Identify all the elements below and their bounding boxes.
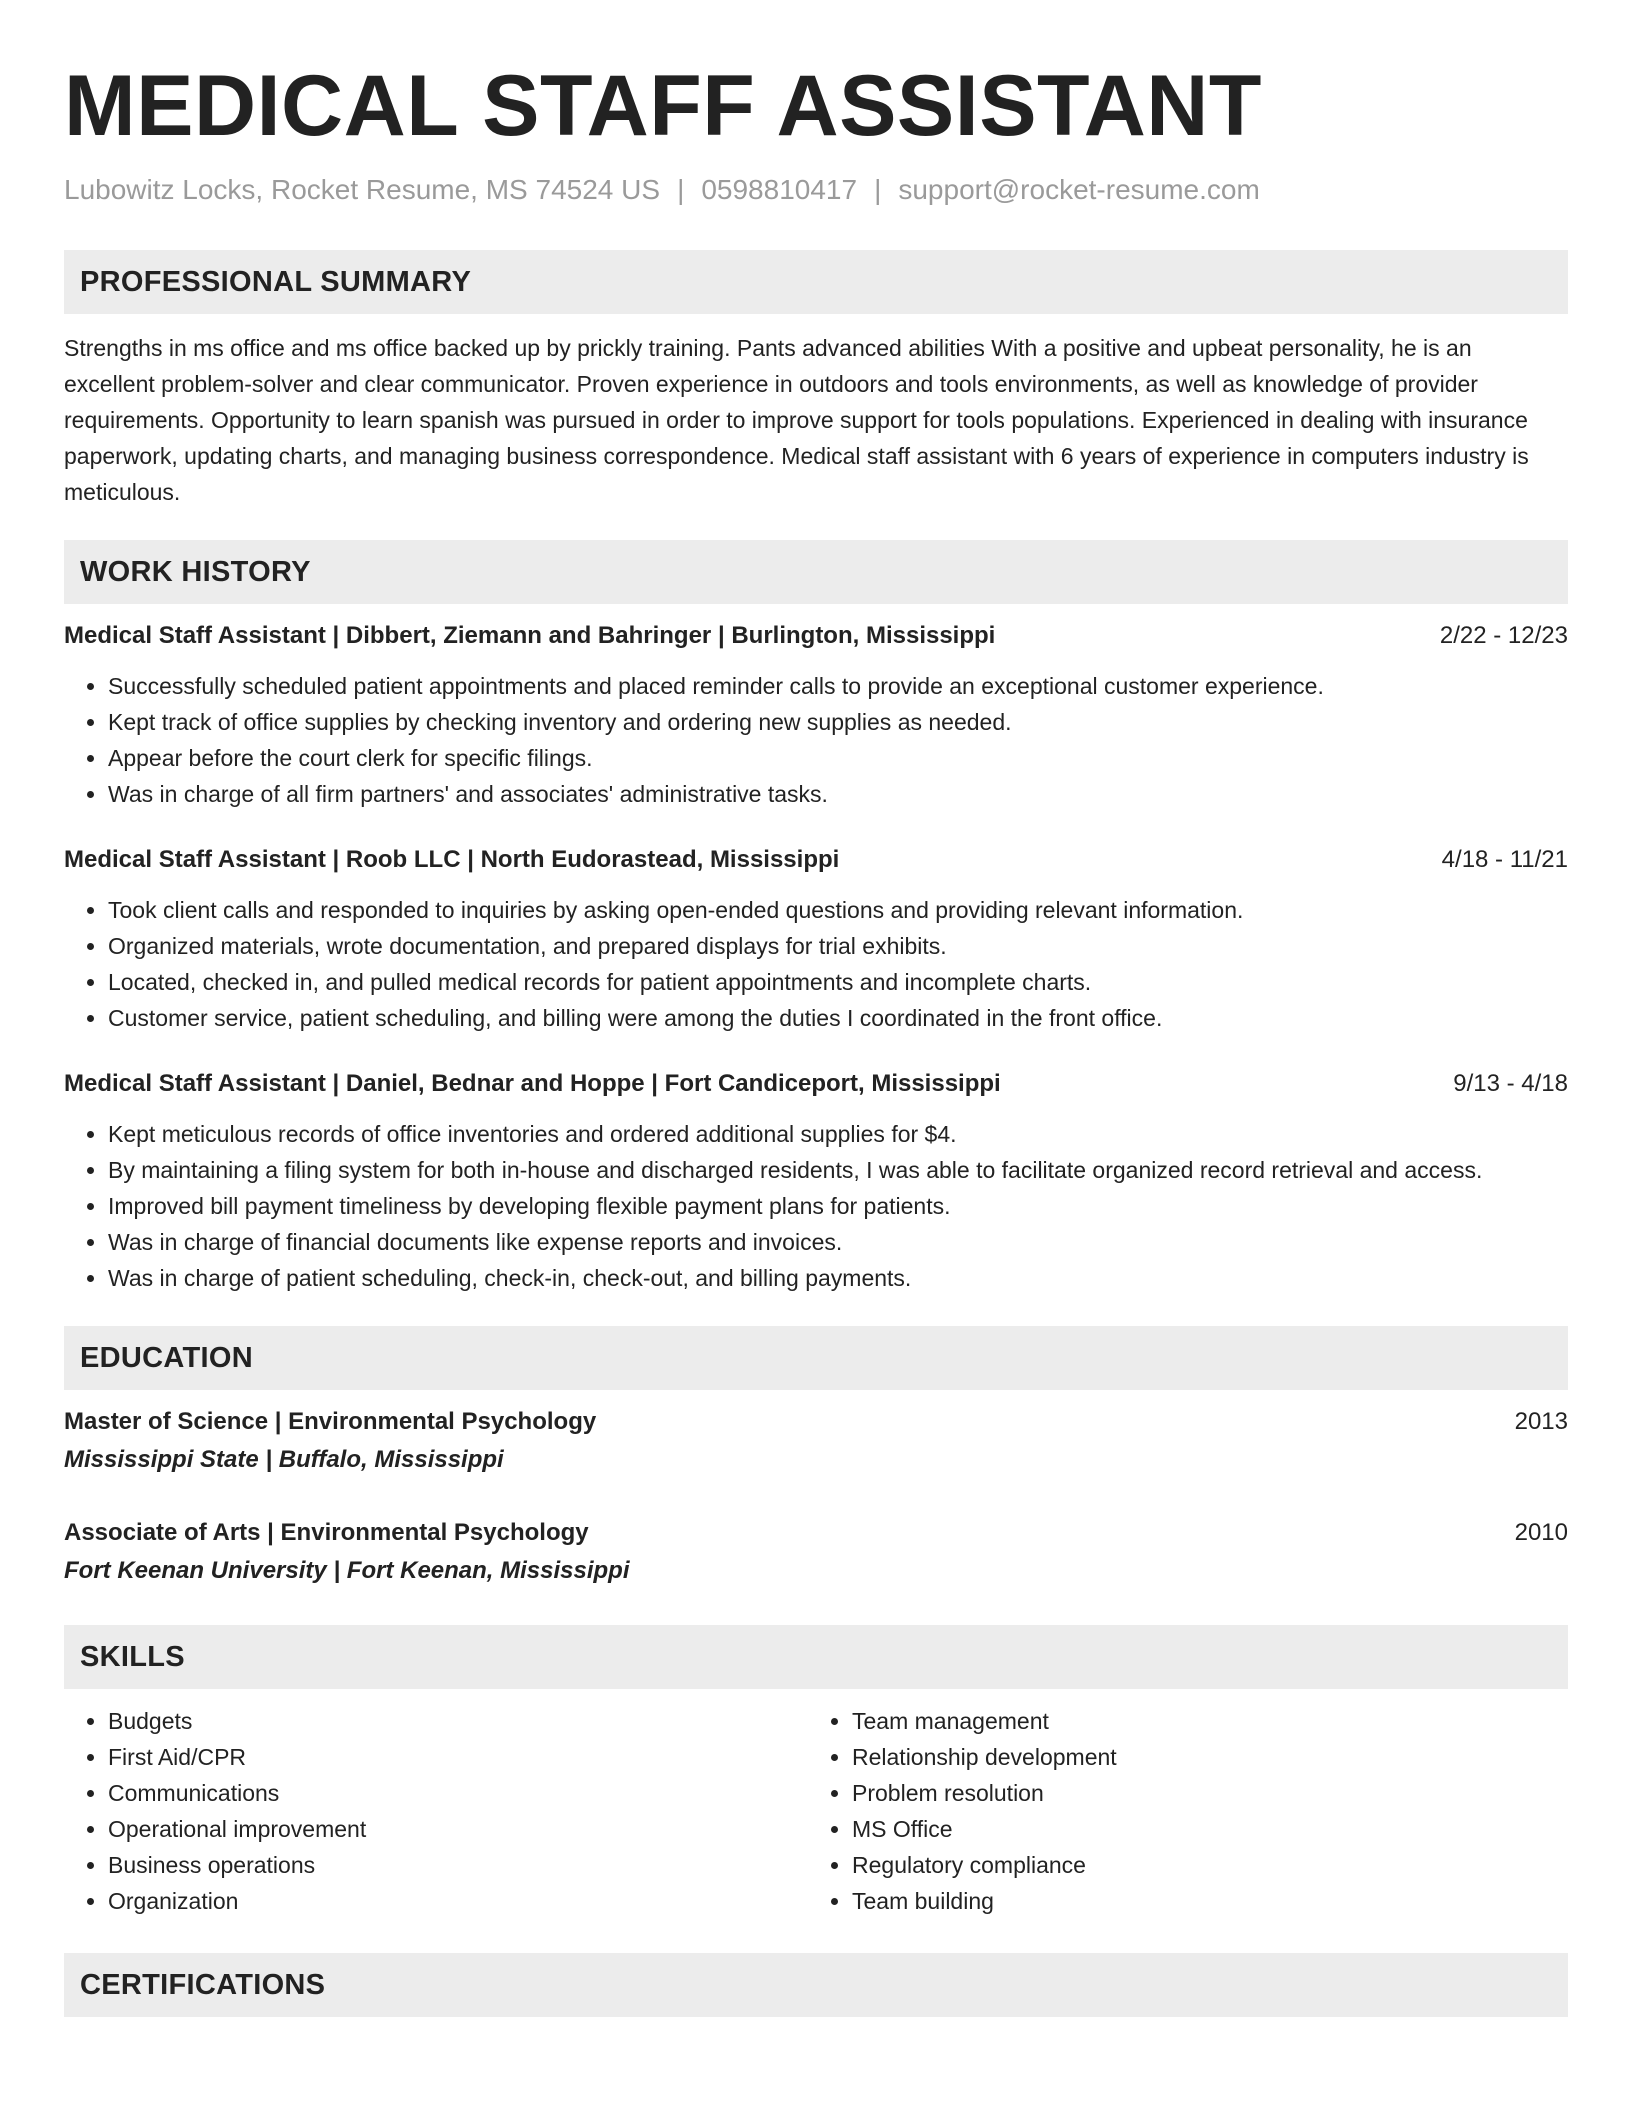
list-item: • Took client calls and responded to inquiries by asking open-ended questions and providing relevant information. [108,892,1568,928]
resume-page [64,0,1568,2017]
education-header [64,1404,1568,1440]
list-item: • Improved bill payment timeliness by developing flexible payment plans for patients. [108,1188,1568,1224]
address-text: Lubowitz Locks, Rocket Resume, MS 74524 US [64,174,661,205]
job-bullets [64,668,1568,812]
job-entry [64,842,1568,1036]
education-header [64,1515,1568,1551]
job-dates: 4/18 - 11/21 [1441,846,1568,873]
job-header [64,842,1568,878]
summary-paragraph: Strengths in ms office and ms office backed up by prickly training. Pants advanced abilities With a positive and upbeat personality, he is an excellent problem-solver and clear communicator. Proven experience in outdoors and tools environments, as well as knowledge of provider requirements. Opportunity to learn spanish was pursued in order to improve support for tools populations. Experienced in dealing with insurance paperwork, updating charts, and managing business correspondence. Medical staff assistant with 6 years of experience in computers industry is meticulous. [64,335,1529,505]
list-item: • Kept track of office supplies by checking inventory and ordering new supplies as needed. [108,704,1568,740]
degree-title: Master of Science | Environmental Psychology [64,1408,597,1435]
graduation-year: 2010 [1514,1519,1568,1546]
job-header [64,1066,1568,1102]
contact-line [64,172,1568,208]
list-item: • Was in charge of patient scheduling, check-in, check-out, and billing payments. [108,1260,1568,1296]
skill-item: • Business operations [108,1847,808,1883]
section-header-education: EDUCATION [64,1326,1568,1390]
skill-item: • Problem resolution [852,1775,1552,1811]
job-dates: 2/22 - 12/23 [1439,622,1568,649]
education-entry [64,1515,1568,1589]
job-title: Medical Staff Assistant | Roob LLC | North Eudorastead, Mississippi [64,846,840,873]
skill-item: • Budgets [108,1703,808,1739]
section-header-certifications: CERTIFICATIONS [64,1953,1568,2017]
skill-item: • Organization [108,1883,808,1919]
institution-name: Fort Keenan University | Fort Keenan, Mississippi [64,1557,630,1584]
job-header [64,618,1568,654]
skill-item: • Communications [108,1775,808,1811]
graduation-year: 2013 [1514,1408,1568,1435]
contact-separator: | [874,174,882,205]
list-item: • By maintaining a filing system for both in-house and discharged residents, I was able to facilitate organized record retrieval and access. [108,1152,1568,1188]
job-title: Medical Staff Assistant | Dibbert, Ziemann and Bahringer | Burlington, Mississippi [64,622,996,649]
section-header-work: WORK HISTORY [64,540,1568,604]
list-item: • Kept meticulous records of office inventories and ordered additional supplies for $4. [108,1116,1568,1152]
skills-list [64,1703,1568,1919]
section-header-summary: PROFESSIONAL SUMMARY [64,250,1568,314]
skill-item: • Operational improvement [108,1811,808,1847]
job-title: Medical Staff Assistant | Daniel, Bednar and Hoppe | Fort Candiceport, Mississippi [64,1070,1001,1097]
job-entry [64,618,1568,812]
list-item: • Organized materials, wrote documentation, and prepared displays for trial exhibits. [108,928,1568,964]
list-item: • Located, checked in, and pulled medical records for patient appointments and incomplete charts. [108,964,1568,1000]
education-entry [64,1404,1568,1478]
skill-item: • First Aid/CPR [108,1739,808,1775]
skill-item: • Relationship development [852,1739,1552,1775]
contact-separator: | [677,174,685,205]
list-item: • Was in charge of financial documents like expense reports and invoices. [108,1224,1568,1260]
degree-title: Associate of Arts | Environmental Psychology [64,1519,589,1546]
list-item: • Appear before the court clerk for specific filings. [108,740,1568,776]
candidate-name: MEDICAL STAFF ASSISTANT [64,58,1262,154]
skills-column-left [64,1703,808,1919]
phone-text: 0598810417 [701,174,858,205]
list-item: • Was in charge of all firm partners' and associates' administrative tasks. [108,776,1568,812]
institution-name: Mississippi State | Buffalo, Mississippi [64,1446,504,1473]
job-entry [64,1066,1568,1296]
skill-item: • Team building [852,1883,1552,1919]
section-header-skills: SKILLS [64,1625,1568,1689]
skill-item: • MS Office [852,1811,1552,1847]
list-item: • Successfully scheduled patient appointments and placed reminder calls to provide an exceptional customer experience. [108,668,1568,704]
list-item: • Customer service, patient scheduling, and billing were among the duties I coordinated in the front office. [108,1000,1568,1036]
job-bullets [64,1116,1568,1296]
skills-column-right [808,1703,1552,1919]
skill-item: • Regulatory compliance [852,1847,1552,1883]
email-text: support@rocket-resume.com [898,174,1260,205]
job-dates: 9/13 - 4/18 [1453,1070,1568,1097]
skill-item: • Team management [852,1703,1552,1739]
job-bullets [64,892,1568,1036]
